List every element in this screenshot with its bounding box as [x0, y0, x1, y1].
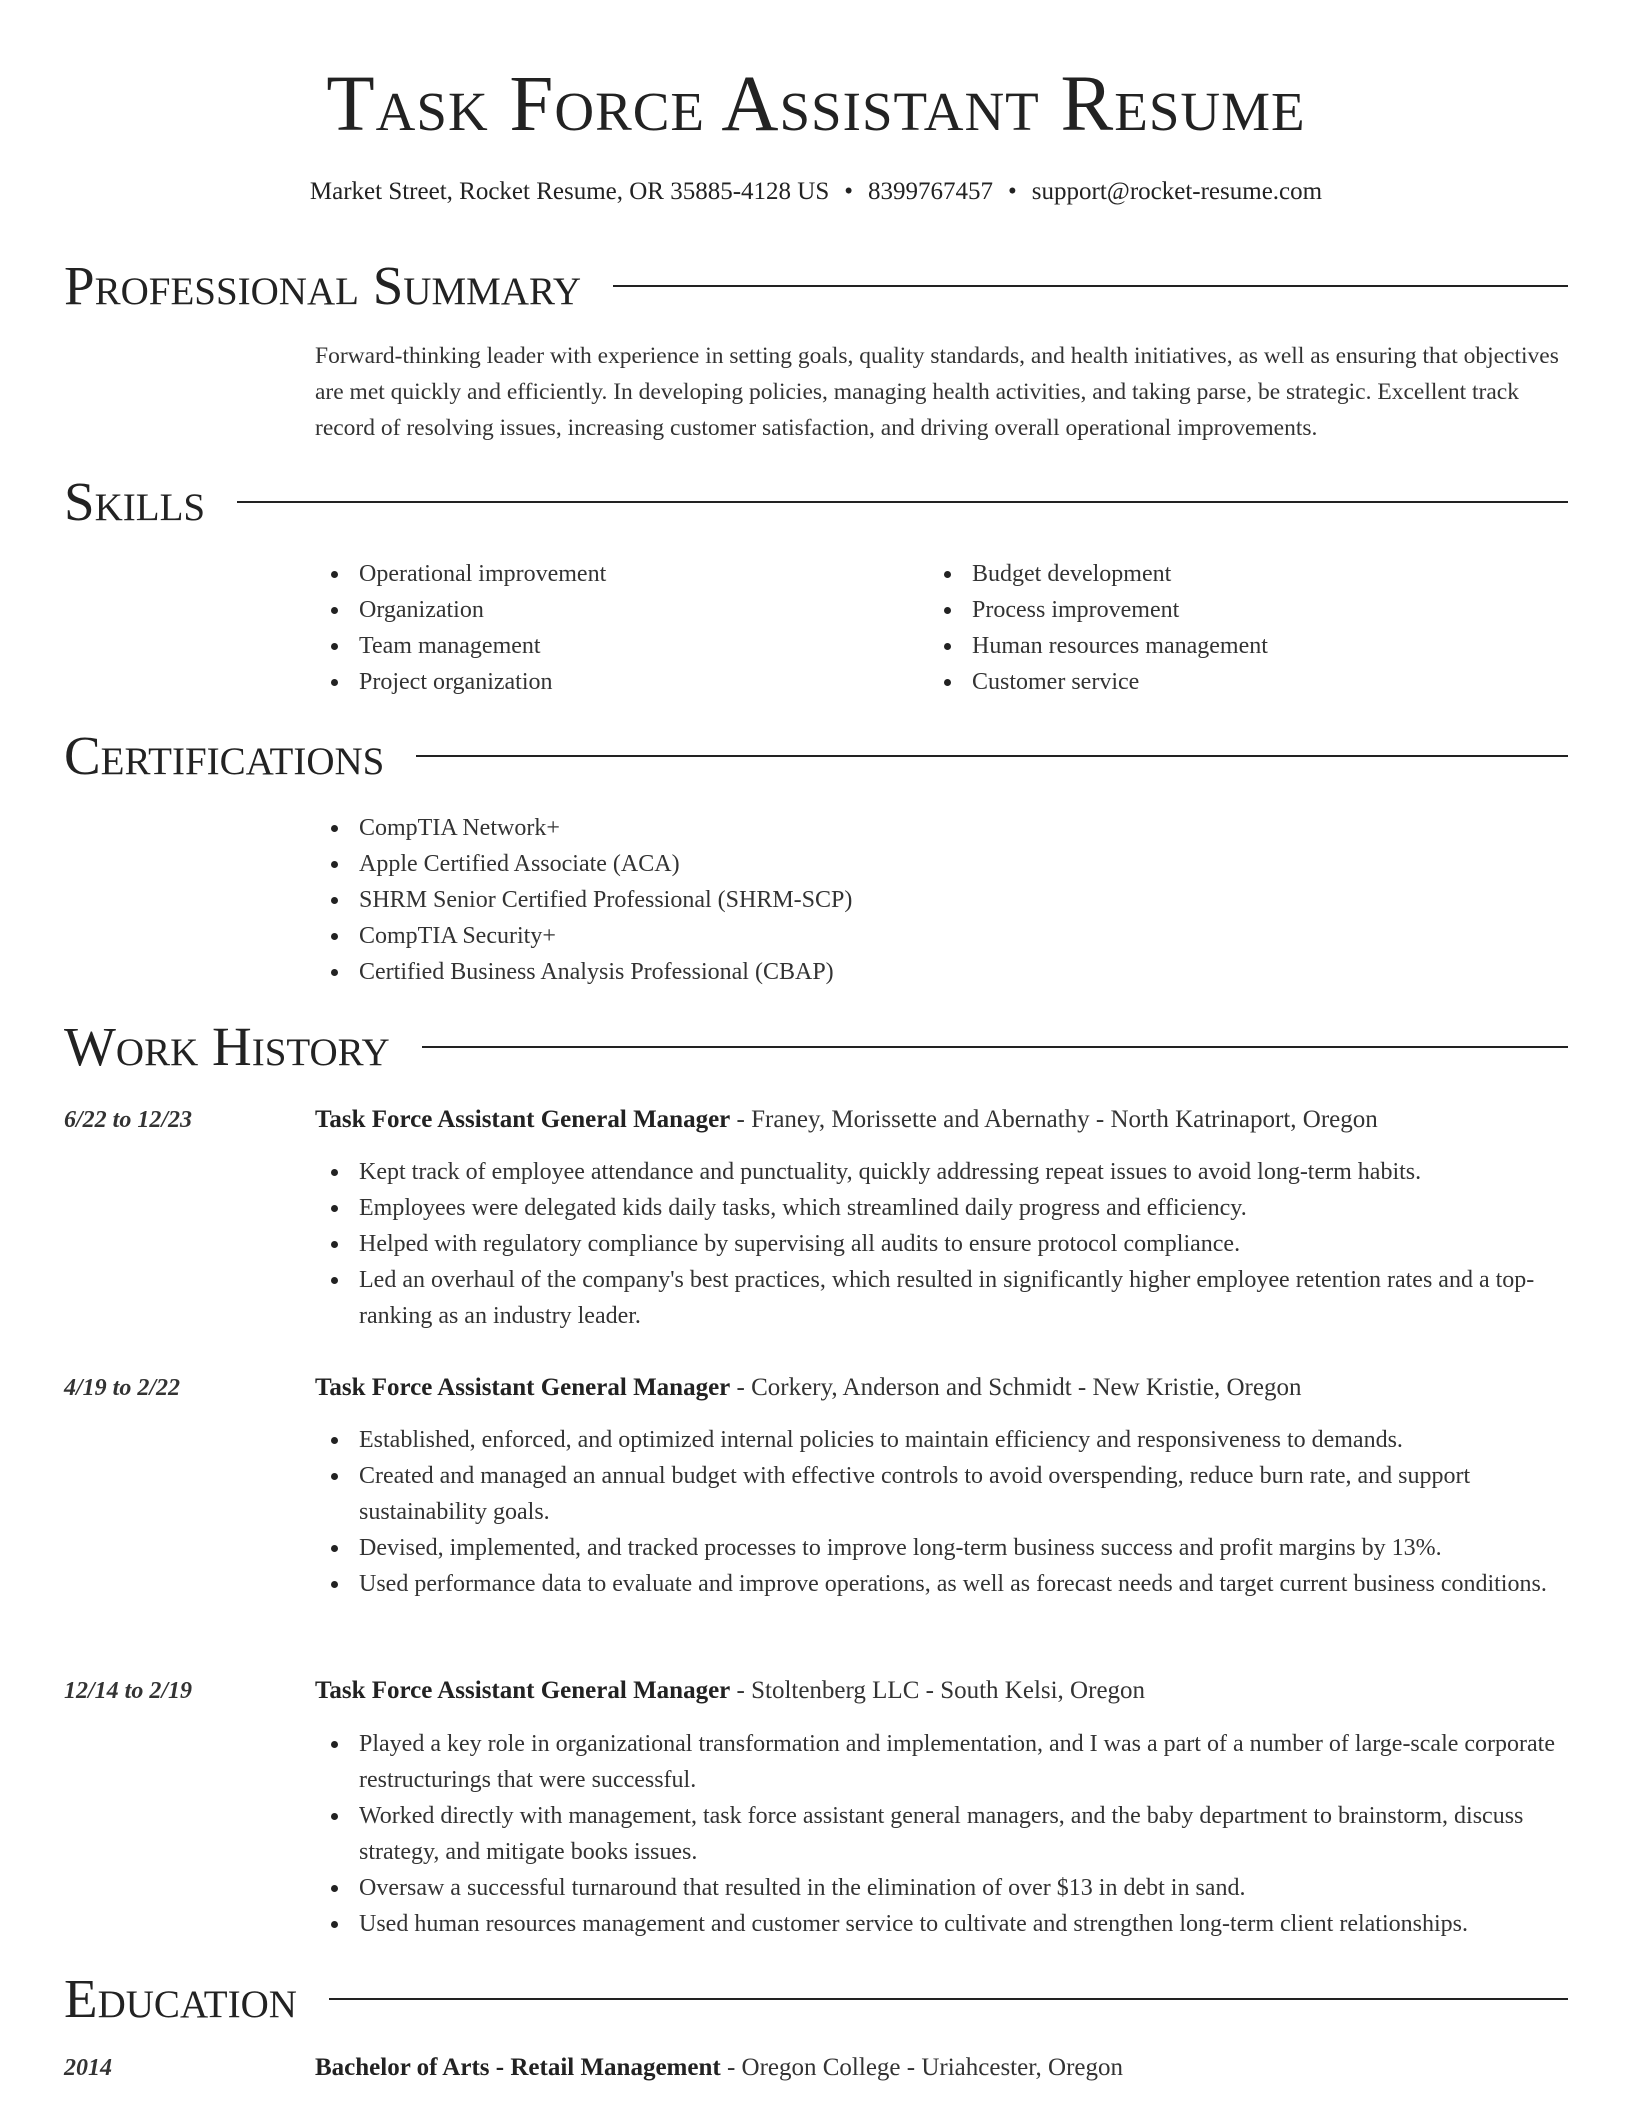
job-bullet: Oversaw a successful turnaround that resulted in the elimination of over $13 in debt in sand. [315, 1870, 1568, 1906]
resume-title: Task Force Assistant Resume [326, 61, 1306, 148]
contact-separator: • [1008, 178, 1017, 205]
section-divider [416, 755, 1568, 757]
skill-item: Organization [315, 592, 606, 628]
skill-item: Human resources management [928, 628, 1268, 664]
contact-separator: • [844, 178, 854, 205]
certification-item: Apple Certified Associate (ACA) [315, 846, 852, 882]
section-title-skills: Skills [64, 471, 206, 532]
job-bullets [315, 1154, 1568, 1334]
job-heading [315, 1370, 1568, 1406]
job-title: Task Force Assistant General Manager [315, 1677, 731, 1704]
job-title: Task Force Assistant General Manager [315, 1374, 731, 1401]
contact-line [0, 175, 1632, 209]
section-title-certifications: Certifications [64, 725, 385, 786]
job-bullet: Played a key role in organizational transformation and implementation, and I was a part of a number of large-scale corporate restructurings that were successful. [315, 1726, 1568, 1798]
job-bullet: Worked directly with management, task force assistant general managers, and the baby department to brainstorm, discuss strategy, and mitigate books issues. [315, 1798, 1568, 1870]
certifications-list [315, 810, 852, 990]
job-bullet: Led an overhaul of the company's best practices, which resulted in significantly higher employee retention rates and a top-ranking as an industry leader. [315, 1262, 1568, 1334]
job-company: - Franey, Morissette and Abernathy - North Katrinaport, Oregon [736, 1106, 1378, 1133]
section-divider [329, 1998, 1568, 2000]
job-bullet: Established, enforced, and optimized internal policies to maintain efficiency and responsiveness to demands. [315, 1422, 1568, 1458]
section-divider [422, 1046, 1568, 1048]
skill-item: Process improvement [928, 592, 1268, 628]
job-bullet: Devised, implemented, and tracked processes to improve long-term business success and profit margins by 13%. [315, 1530, 1568, 1566]
job-bullets [315, 1726, 1568, 1942]
job-title: Task Force Assistant General Manager [315, 1106, 731, 1133]
skill-item: Operational improvement [315, 556, 606, 592]
skills-list-left [315, 556, 606, 700]
contact-address: Market Street, Rocket Resume, OR 35885-4128 US [309, 178, 830, 205]
education-year: 2014 [64, 2055, 112, 2081]
job-dates: 6/22 to 12/23 [64, 1107, 193, 1133]
certification-item: SHRM Senior Certified Professional (SHRM-SCP) [315, 882, 852, 918]
certification-item: Certified Business Analysis Professional (CBAP) [315, 954, 852, 990]
skill-item: Budget development [928, 556, 1268, 592]
education-heading [315, 2050, 1568, 2086]
contact-phone: 8399767457 [868, 178, 994, 205]
job-company: - Corkery, Anderson and Schmidt - New Kristie, Oregon [736, 1374, 1302, 1401]
section-title-work-history: Work History [64, 1016, 390, 1077]
skills-list-right [928, 556, 1268, 700]
job-bullets [315, 1422, 1568, 1602]
section-divider [237, 501, 1568, 503]
job-bullet: Employees were delegated kids daily tasks, which streamlined daily progress and efficiency. [315, 1190, 1568, 1226]
job-company: - Stoltenberg LLC - South Kelsi, Oregon [736, 1677, 1146, 1704]
contact-email[interactable]: support@rocket-resume.com [1031, 178, 1323, 205]
skill-item: Customer service [928, 664, 1268, 700]
certification-item: CompTIA Network+ [315, 810, 852, 846]
job-bullet: Helped with regulatory compliance by supervising all audits to ensure protocol compliance. [315, 1226, 1568, 1262]
job-bullet: Used performance data to evaluate and improve operations, as well as forecast needs and target current business conditions. [315, 1566, 1568, 1602]
skill-item: Project organization [315, 664, 606, 700]
section-title-education: Education [64, 1968, 297, 2029]
section-header-skills [64, 470, 1568, 534]
section-header-certifications [64, 724, 1568, 788]
job-bullet: Kept track of employee attendance and punctuality, quickly addressing repeat issues to avoid long-term habits. [315, 1154, 1568, 1190]
section-header-work-history [64, 1015, 1568, 1079]
certification-item: CompTIA Security+ [315, 918, 852, 954]
summary-text: Forward-thinking leader with experience in setting goals, quality standards, and health initiatives, as well as ensuring that objectives are met quickly and efficiently. In developing policies, managing health activities, and taking parse, be strategic. Excellent track record of resolving issues, increasing customer satisfaction, and driving overall operational improvements. [315, 343, 1559, 441]
job-dates: 4/19 to 2/22 [64, 1375, 181, 1401]
section-header-summary [64, 254, 1568, 318]
skill-item: Team management [315, 628, 606, 664]
section-divider [613, 285, 1568, 287]
section-header-education [64, 1967, 1568, 2031]
job-heading [315, 1673, 1568, 1709]
job-bullet: Created and managed an annual budget with effective controls to avoid overspending, reduce burn rate, and support sustainability goals. [315, 1458, 1568, 1530]
job-bullet: Used human resources management and customer service to cultivate and strengthen long-term client relationships. [315, 1906, 1568, 1942]
education-degree: Bachelor of Arts - Retail Management [315, 2054, 721, 2081]
education-school: - Oregon College - Uriahcester, Oregon [726, 2054, 1124, 2081]
section-title-summary: Professional Summary [64, 255, 582, 316]
job-dates: 12/14 to 2/19 [64, 1678, 193, 1704]
job-heading [315, 1102, 1568, 1138]
